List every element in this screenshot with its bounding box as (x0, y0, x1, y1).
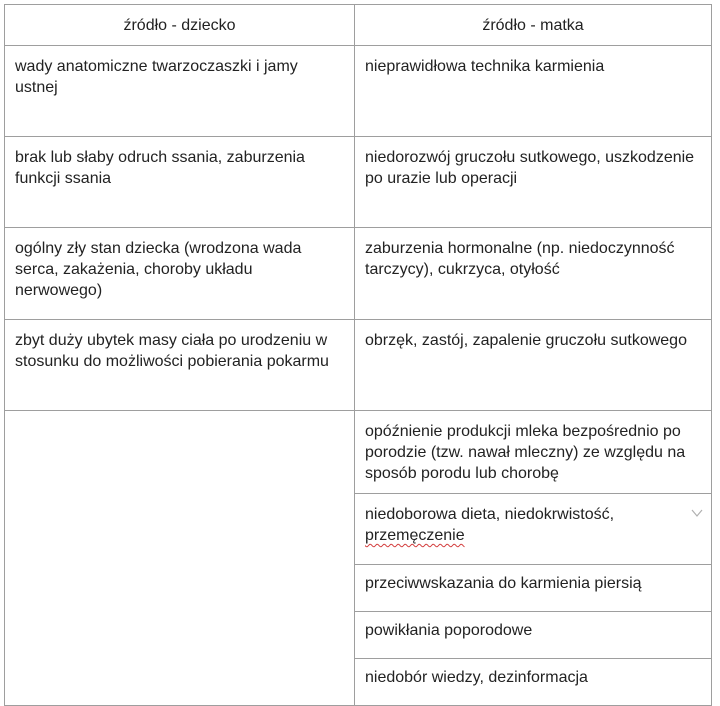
table-row (5, 228, 712, 320)
chevron-down-icon[interactable] (691, 508, 703, 518)
table-row (5, 411, 712, 494)
cell-mother[interactable] (355, 137, 712, 228)
cell-child[interactable] (5, 228, 355, 320)
causes-table (4, 4, 712, 706)
cell-mother-text: obrzęk, zastój, zapalenie gruczołu sutkowego (365, 332, 687, 349)
cell-mother[interactable] (355, 46, 712, 137)
header-mother[interactable]: źródło - matka (355, 5, 712, 46)
cell-mother[interactable] (355, 320, 712, 411)
table-row (5, 320, 712, 411)
cell-mother-text: przeciwwskazania do karmienia piersią (365, 575, 642, 592)
cell-mother[interactable] (355, 612, 712, 659)
table-row (5, 137, 712, 228)
cell-mother-text: powikłania poporodowe (365, 622, 533, 639)
causes-table-wrapper (4, 4, 711, 686)
spellcheck-word[interactable]: przemęczenie (365, 527, 465, 544)
cell-mother-text: niedorozwój gruczołu sutkowego, uszkodzenie po urazie lub operacji (365, 149, 695, 187)
cell-mother[interactable] (355, 411, 712, 494)
cell-mother[interactable] (355, 565, 712, 612)
cell-child-empty-merged[interactable] (5, 411, 355, 706)
cell-child-text: wady anatomiczne twarzoczaszki i jamy ustnej (15, 58, 298, 96)
header-child[interactable]: źródło - dziecko (5, 5, 355, 46)
cell-child[interactable] (5, 137, 355, 228)
cell-mother[interactable] (355, 228, 712, 320)
cell-child-text: brak lub słaby odruch ssania, zaburzenia funkcji ssania (15, 149, 305, 187)
table-row (5, 46, 712, 137)
table-header-row (5, 5, 712, 46)
cell-mother[interactable] (355, 659, 712, 706)
cell-mother-selected[interactable] (355, 494, 712, 565)
cell-child-text: zbyt duży ubytek masy ciała po urodzeniu w stosunku do możliwości pobierania pokarmu (15, 332, 329, 370)
cell-mother-text: niedobór wiedzy, dezinformacja (365, 669, 588, 686)
cell-mother-text: niedoborowa dieta, niedokrwistość, (365, 506, 615, 523)
cell-mother-text: opóźnienie produkcji mleka bezpośrednio po porodzie (tzw. nawał mleczny) ze względu na sposób porodu lub chorobę (365, 423, 686, 482)
cell-mother-text: zaburzenia hormonalne (np. niedoczynność tarczycy), cukrzyca, otyłość (365, 240, 675, 278)
cell-child[interactable] (5, 320, 355, 411)
cell-child-text: ogólny zły stan dziecka (wrodzona wada serca, zakażenia, choroby układu nerwowego) (15, 240, 302, 299)
cell-child[interactable] (5, 46, 355, 137)
cell-mother-text: nieprawidłowa technika karmienia (365, 58, 605, 75)
